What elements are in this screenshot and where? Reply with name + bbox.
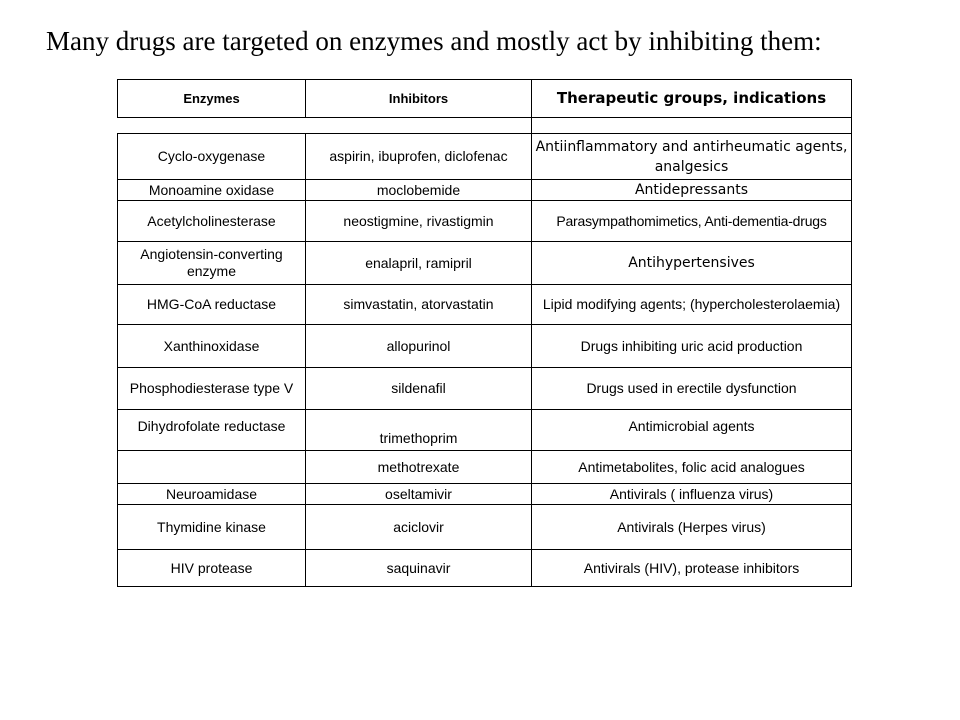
group-cell: Antivirals ( influenza virus): [532, 484, 852, 505]
table-row: [118, 325, 852, 368]
spacer-row: [118, 118, 852, 134]
enzyme-cell: Phosphodiesterase type V: [118, 368, 306, 410]
table-row: [118, 134, 852, 180]
spacer-cell: [532, 118, 852, 134]
table-row: [118, 201, 852, 242]
group-cell: Antihypertensives: [532, 242, 852, 285]
header-inhibitors: Inhibitors: [306, 80, 532, 118]
table-row: [118, 242, 852, 285]
enzyme-cell: HIV protease: [118, 550, 306, 587]
inhibitor-cell: neostigmine, rivastigmin: [306, 201, 532, 242]
inhibitor-cell: aciclovir: [306, 505, 532, 550]
group-cell: Lipid modifying agents; (hypercholesterolaemia): [532, 285, 852, 325]
group-cell: Drugs used in erectile dysfunction: [532, 368, 852, 410]
header-therapeutic-groups: Therapeutic groups, indications: [532, 80, 852, 118]
group-cell: Antiinflammatory and antirheumatic agents, analgesics: [532, 134, 852, 180]
table-header-row: [118, 80, 852, 118]
enzyme-cell: [118, 451, 306, 484]
table-row: [118, 285, 852, 325]
table-row: [118, 410, 852, 451]
inhibitor-cell: enalapril, ramipril: [306, 242, 532, 285]
table-row: [118, 484, 852, 505]
spacer-cell: [118, 118, 306, 134]
group-cell: Antivirals (Herpes virus): [532, 505, 852, 550]
table-row: [118, 451, 852, 484]
inhibitor-cell: allopurinol: [306, 325, 532, 368]
inhibitor-cell: methotrexate: [306, 451, 532, 484]
enzyme-cell: Dihydrofolate reductase: [118, 410, 306, 451]
inhibitor-cell: trimethoprim: [306, 410, 532, 451]
enzyme-cell: Acetylcholinesterase: [118, 201, 306, 242]
enzyme-cell: Monoamine oxidase: [118, 180, 306, 201]
table-row: [118, 368, 852, 410]
enzyme-cell: Thymidine kinase: [118, 505, 306, 550]
enzyme-cell: Cyclo-oxygenase: [118, 134, 306, 180]
header-enzymes: Enzymes: [118, 80, 306, 118]
table-row: [118, 550, 852, 587]
table-row: [118, 180, 852, 201]
enzyme-cell: Neuroamidase: [118, 484, 306, 505]
inhibitor-cell: aspirin, ibuprofen, diclofenac: [306, 134, 532, 180]
enzyme-inhibitor-table: [117, 79, 852, 587]
enzyme-cell: HMG-CoA reductase: [118, 285, 306, 325]
group-cell: Antivirals (HIV), protease inhibitors: [532, 550, 852, 587]
group-cell: Parasympathomimetics, Anti-dementia-drugs: [532, 201, 852, 242]
table-row: [118, 505, 852, 550]
inhibitor-cell: moclobemide: [306, 180, 532, 201]
slide-title: Many drugs are targeted on enzymes and mostly act by inhibiting them:: [46, 26, 822, 56]
group-cell: Drugs inhibiting uric acid production: [532, 325, 852, 368]
group-cell: Antimicrobial agents: [532, 410, 852, 451]
inhibitor-cell: simvastatin, atorvastatin: [306, 285, 532, 325]
inhibitor-cell: sildenafil: [306, 368, 532, 410]
enzyme-cell: Xanthinoxidase: [118, 325, 306, 368]
inhibitor-cell: saquinavir: [306, 550, 532, 587]
group-cell: Antidepressants: [532, 180, 852, 201]
enzyme-cell: Angiotensin-converting enzyme: [118, 242, 306, 285]
spacer-cell: [306, 118, 532, 134]
inhibitor-cell: oseltamivir: [306, 484, 532, 505]
group-cell: Antimetabolites, folic acid analogues: [532, 451, 852, 484]
